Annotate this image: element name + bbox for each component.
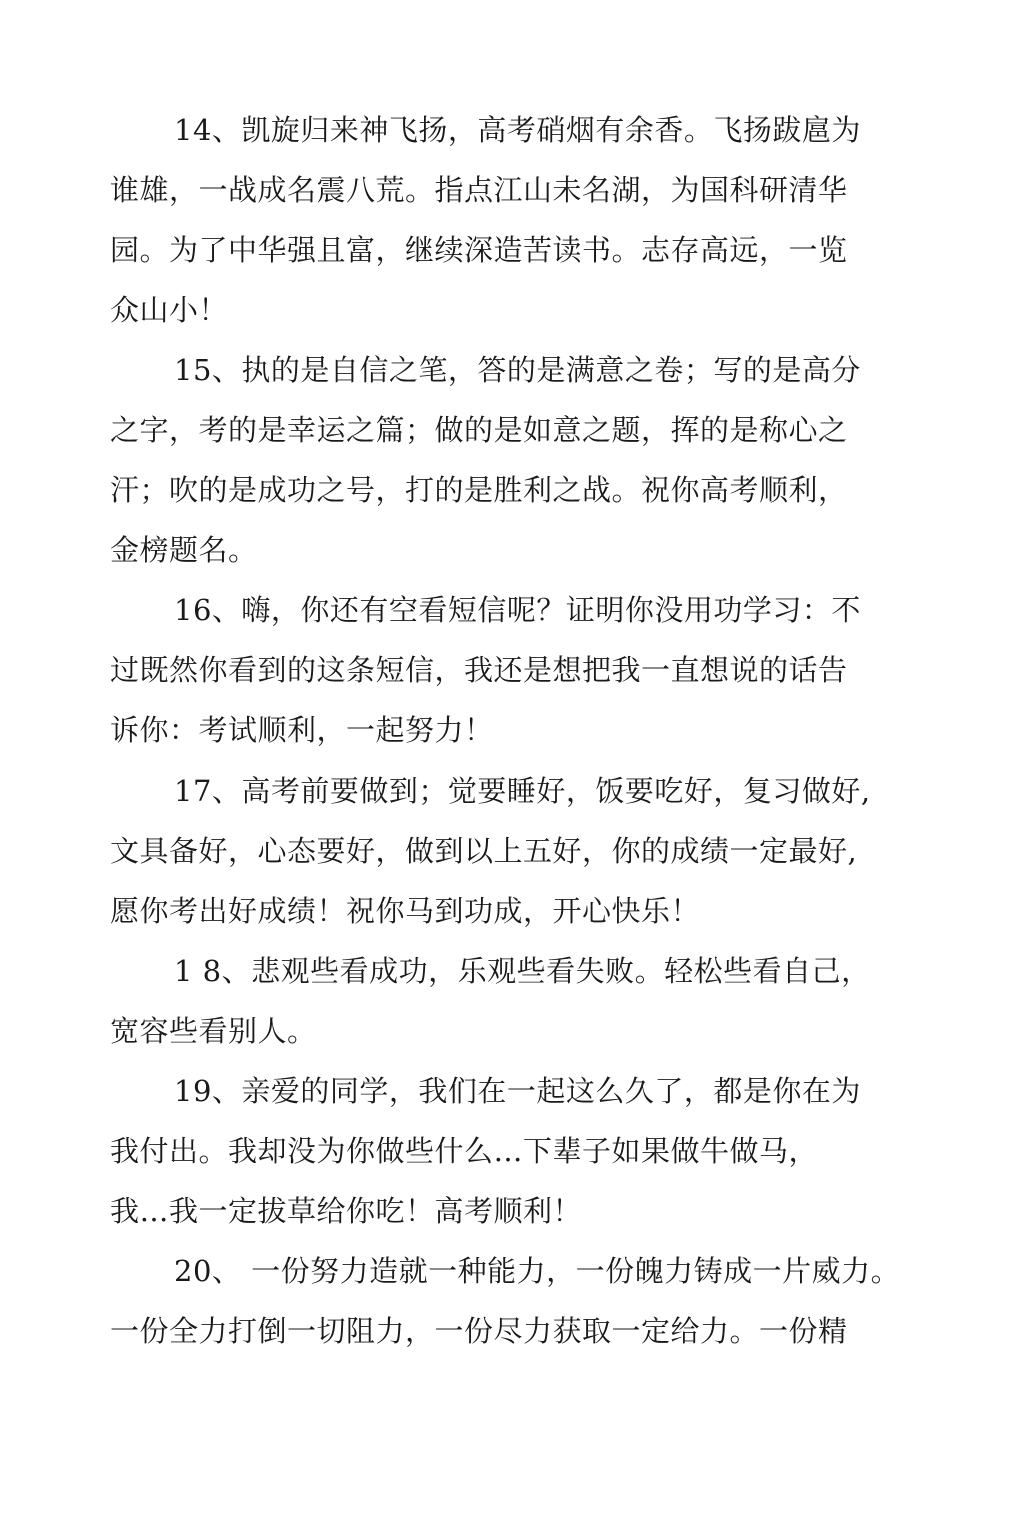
text-line: 19、亲爱的同学，我们在一起这么久了，都是你在为 xyxy=(174,1074,861,1108)
text-line: 我付出。我却没为你做些什么…下辈子如果做牛做马， xyxy=(110,1134,819,1168)
text-line: 宽容些看别人。 xyxy=(110,1014,317,1048)
text-line: 众山小！ xyxy=(110,293,229,327)
text-line: 汗；吹的是成功之号，打的是胜利之战。祝你高考顺利， xyxy=(110,473,848,507)
text-line: 园。为了中华强且富，继续深造苦读书。志存高远，一览 xyxy=(110,233,848,267)
text-line: 谁雄，一战成名震八荒。指点江山未名湖，为国科研清华 xyxy=(110,173,848,207)
text-line: 诉你：考试顺利，一起努力！ xyxy=(110,713,494,747)
text-line: 16、嗨，你还有空看短信呢？证明你没用功学习：不 xyxy=(174,593,861,627)
text-line: 我…我一定拔草给你吃！高考顺利！ xyxy=(110,1194,583,1228)
text-line: 愿你考出好成绩！祝你马到功成，开心快乐！ xyxy=(110,894,701,928)
text-line: 17、高考前要做到；觉要睡好，饭要吃好，复习做好, xyxy=(174,774,871,808)
text-line: 14、凯旋归来神飞扬，高考硝烟有余香。飞扬跋扈为 xyxy=(174,113,861,147)
text-line: 金榜题名。 xyxy=(110,533,258,567)
text-line: 过既然你看到的这条短信，我还是想把我一直想说的话告 xyxy=(110,653,848,687)
text-line: 文具备好，心态要好，做到以上五好，你的成绩一定最好, xyxy=(110,834,858,868)
text-line: 20、 一份努力造就一种能力，一份魄力铸成一片威力。 xyxy=(174,1254,901,1288)
text-line: 15、执的是自信之笔，答的是满意之卷；写的是高分 xyxy=(174,353,861,387)
text-line: 1 8、悲观些看成功，乐观些看失败。轻松些看自己， xyxy=(174,954,871,988)
text-line: 之字，考的是幸运之篇；做的是如意之题，挥的是称心之 xyxy=(110,413,848,447)
text-line: 一份全力打倒一切阻力，一份尽力获取一定给力。一份精 xyxy=(110,1314,848,1348)
